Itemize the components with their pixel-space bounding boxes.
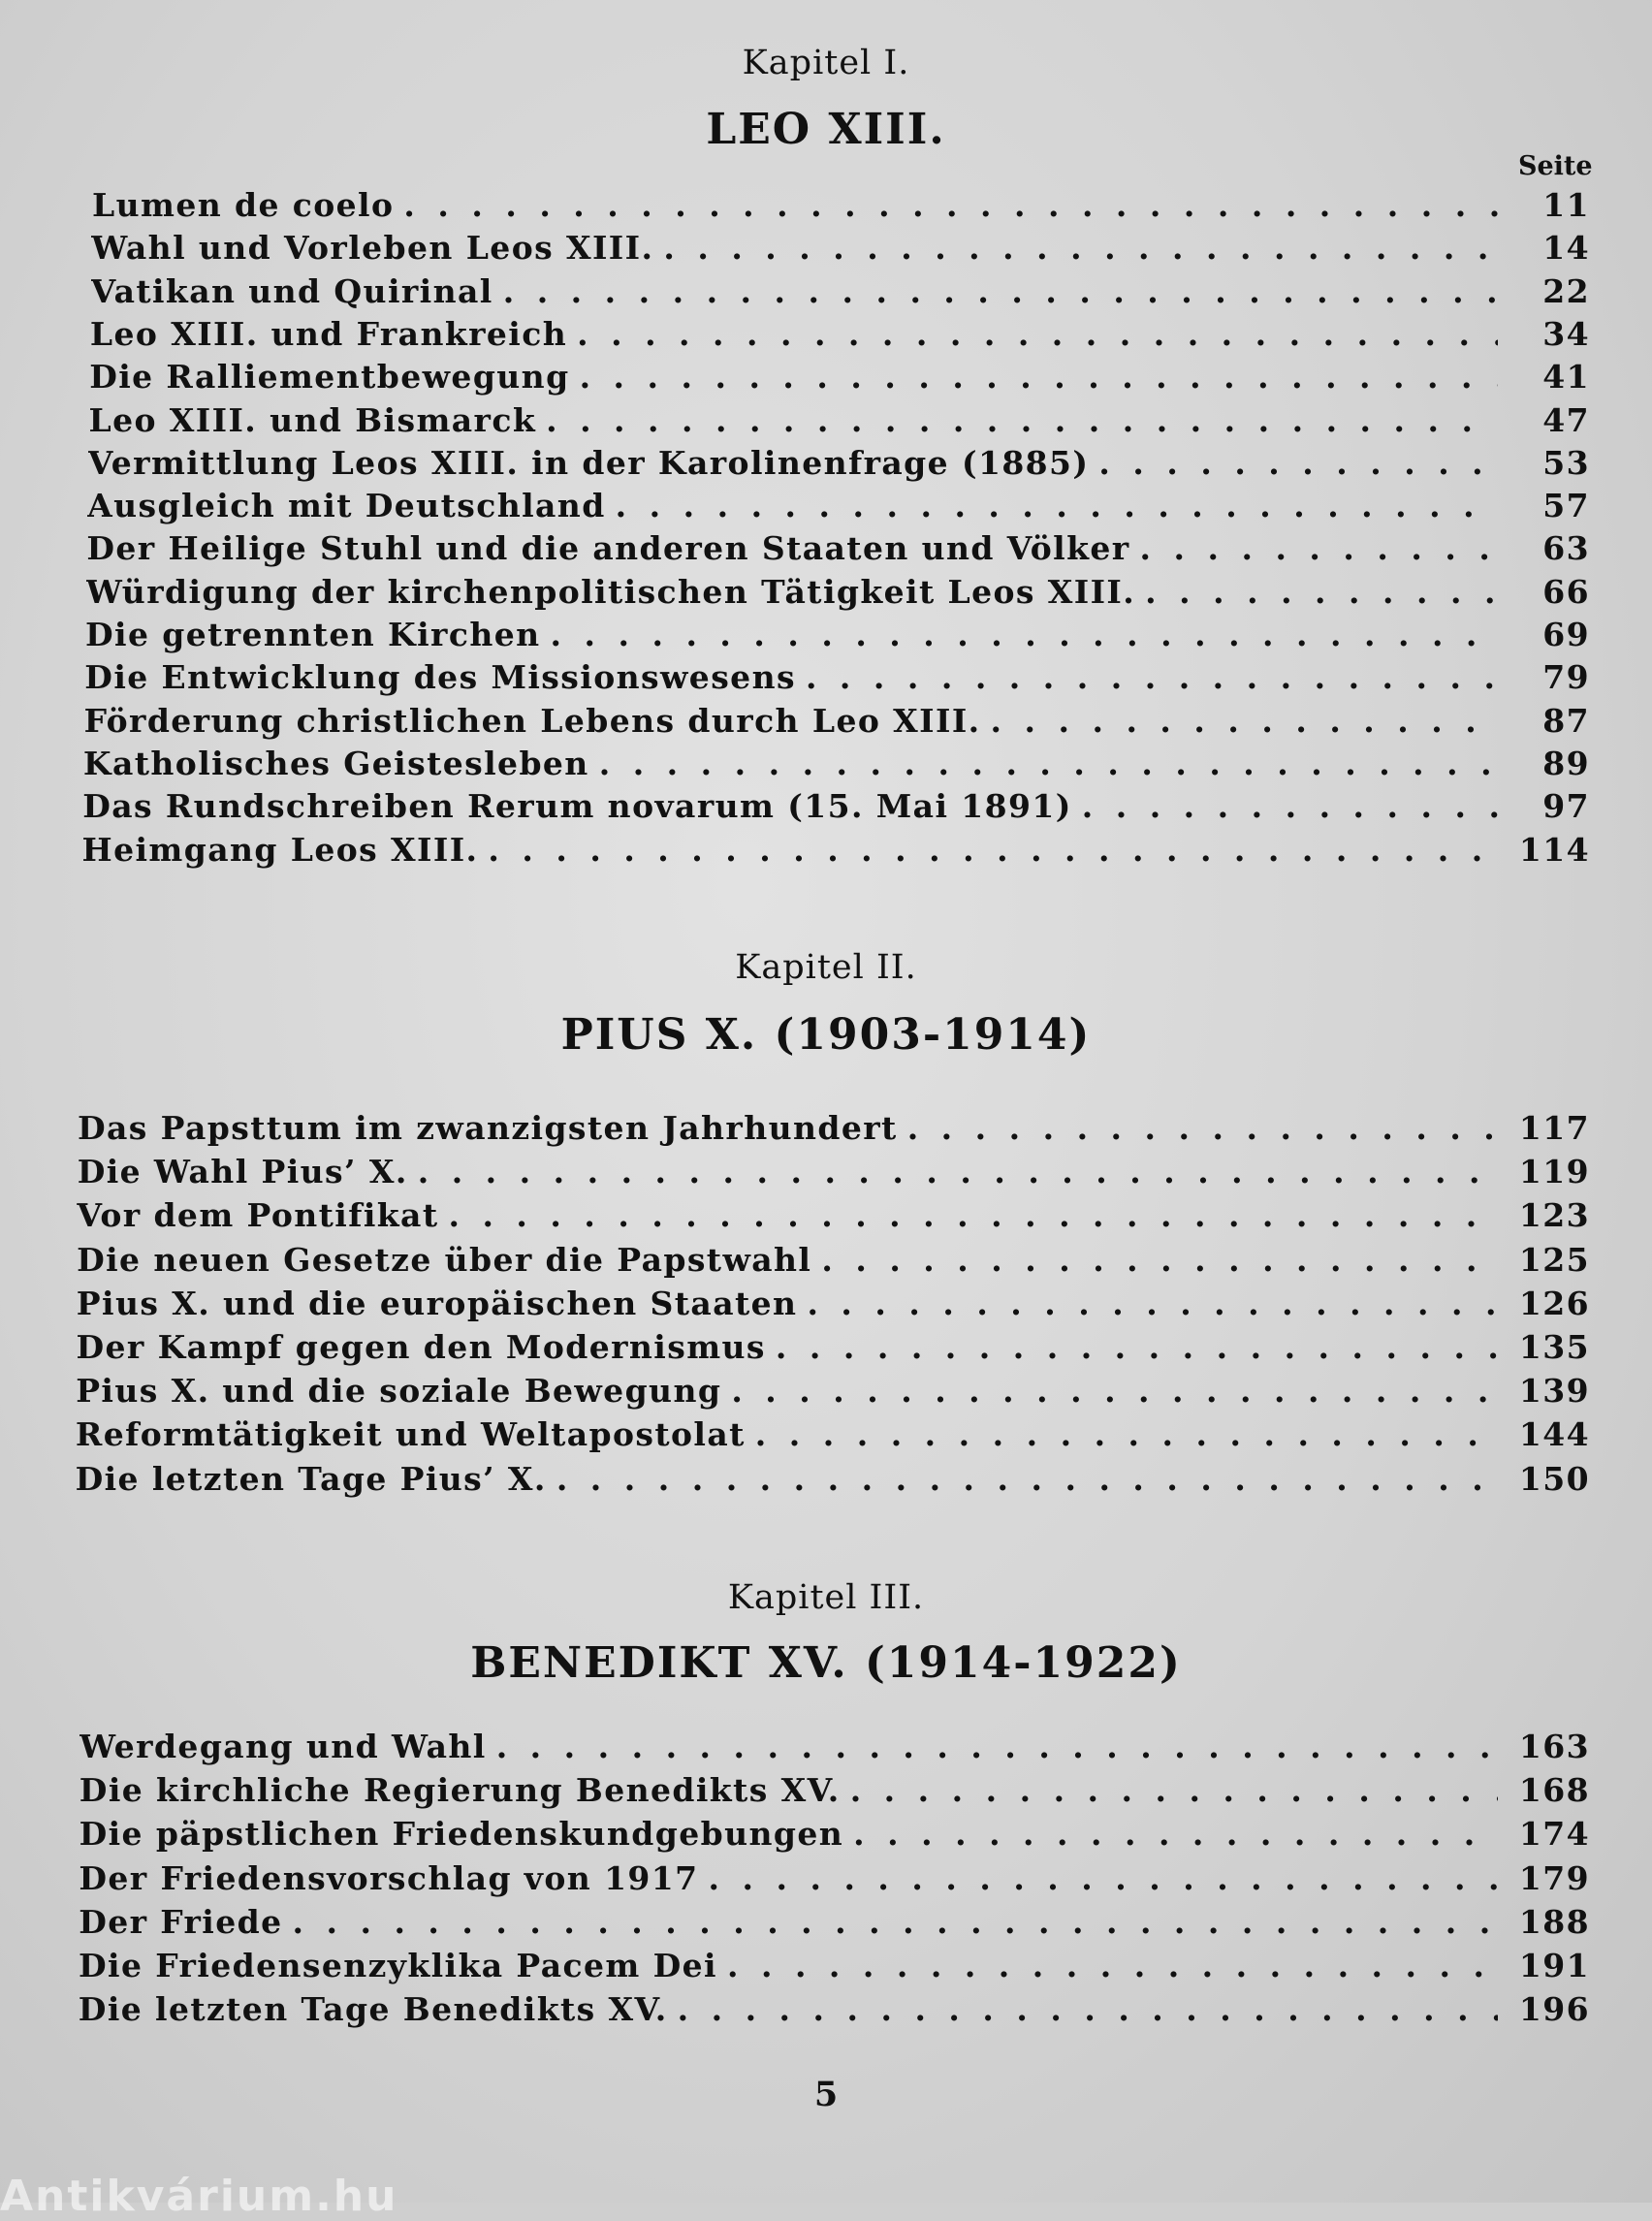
toc-entry [86,573,1590,616]
toc-entry [84,702,1590,745]
dot-leader [570,358,1498,396]
toc-entry-page: 188 [1518,1902,1590,1941]
toc-entry-title: Die Wahl Pius’ X. [77,1153,408,1191]
dot-leader [766,1328,1498,1366]
toc-entry [89,358,1590,400]
toc-entry [77,1328,1591,1371]
toc-entry-page: 57 [1542,487,1590,525]
toc-entry-page: 168 [1518,1771,1590,1810]
dot-leader [811,1241,1498,1279]
toc-entry [79,1728,1590,1770]
toc-entry [91,272,1590,315]
dot-leader [536,401,1498,439]
toc-entry [78,1109,1590,1152]
dot-leader [438,1196,1498,1234]
toc-entry-page: 47 [1542,400,1590,439]
toc-entry [82,787,1590,830]
dot-leader [699,1859,1498,1897]
toc-entry-title: Ausgleich mit Deutschland [87,487,606,525]
chapter-title: LEO XIII. [706,105,946,154]
toc-entry-title: Wahl und Vorleben Leos XIII. [91,229,654,268]
dot-leader [408,1153,1498,1190]
toc-entry-page: 63 [1542,529,1590,568]
dot-leader [1089,444,1498,482]
toc-entry-page: 144 [1518,1415,1590,1454]
dot-leader [394,186,1498,224]
toc-entry-title: Förderung christlichen Lebens durch Leo XIII. [83,701,981,740]
dot-leader [567,315,1498,353]
dot-leader [541,616,1498,653]
dot-leader [547,1460,1498,1498]
toc-entry-page: 174 [1518,1815,1590,1854]
toc-entry [79,1771,1590,1814]
toc-entry [77,1241,1590,1284]
toc-entry-title: Das Rundschreiben Rerum novarum (15. Mai 1891) [82,787,1072,826]
toc-entry-title: Pius X. und die soziale Bewegung [76,1372,722,1411]
dot-leader [1130,529,1498,567]
toc-entry [87,487,1590,529]
dot-leader [796,658,1498,696]
dot-leader [898,1109,1498,1147]
toc-entry-page: 11 [1542,186,1590,224]
toc-entry [76,1460,1590,1503]
toc-entry-title: Würdigung der kirchenpolitischen Tätigkeit Leos XIII. [85,572,1136,611]
toc-entry-title: Die letzten Tage Benedikts XV. [78,1990,668,2029]
toc-entry-title: Die neuen Gesetze über die Papstwahl [77,1240,812,1279]
toc-entry-page: 97 [1542,787,1590,826]
toc-entry-title: Die getrennten Kirchen [85,616,541,653]
toc-entry-page: 34 [1542,314,1590,353]
toc-entry [77,1196,1590,1239]
dot-leader [1072,787,1498,825]
toc-entry-page: 135 [1518,1328,1590,1366]
toc-entry-page: 139 [1518,1372,1590,1411]
toc-entry-title: Die Friedensenzyklika Pacem Dei [79,1947,717,1984]
toc-entry-page: 117 [1518,1109,1590,1147]
toc-entry-page: 14 [1542,229,1590,268]
toc-entry-page: 53 [1542,443,1590,482]
dot-leader [721,1372,1498,1410]
dot-leader [487,1728,1498,1765]
toc-entry [90,315,1590,358]
toc-entry-page: 150 [1518,1459,1590,1498]
dot-leader [606,487,1498,524]
toc-entry [86,529,1590,572]
dot-leader [717,1947,1498,1984]
dot-leader [668,1990,1498,2028]
toc-entry-page: 126 [1518,1284,1590,1322]
dot-leader [283,1903,1498,1941]
toc-entry-page: 119 [1518,1153,1590,1191]
toc-entry-page: 125 [1518,1240,1590,1279]
toc-entry [79,1903,1590,1946]
seite-label: Seite [1518,151,1593,181]
toc-entry [92,186,1590,229]
toc-entry-page: 79 [1542,658,1590,697]
toc-entry-title: Der Friedensvorschlag von 1917 [79,1858,699,1897]
toc-entry-title: Vatikan und Quirinal [90,271,493,310]
dot-leader [1135,573,1498,611]
toc-entry-page: 87 [1542,701,1590,740]
toc-entry-title: Heimgang Leos XIII. [81,830,479,869]
toc-entry [76,1372,1590,1414]
toc-entry [91,229,1590,271]
toc-entry-title: Leo XIII. und Frankreich [89,314,568,353]
toc-entry-page: 179 [1518,1858,1590,1897]
toc-entry-title: Die kirchliche Regierung Benedikts XV. [79,1771,841,1810]
toc-entry-title: Der Kampf gegen den Modernismus [76,1328,766,1366]
toc-entry-page: 22 [1542,271,1590,310]
toc-entry-page: 123 [1518,1196,1590,1235]
toc-entry [83,745,1590,787]
toc-entry-title: Vor dem Pontifikat [77,1196,439,1235]
toc-entry-page: 191 [1518,1947,1590,1984]
toc-entry [78,1153,1590,1195]
toc-entry [79,1859,1590,1902]
dot-leader [493,272,1498,310]
dot-leader [841,1771,1498,1809]
toc-entry-title: Die letzten Tage Pius’ X. [75,1459,547,1498]
dot-leader [478,831,1498,869]
toc-entry-title: Das Papsttum im zwanzigsten Jahrhundert [78,1109,898,1147]
dot-leader [653,229,1498,267]
dot-leader [843,1815,1498,1853]
toc-entry [84,658,1590,701]
kapitel-heading: Kapitel I. [742,44,910,82]
dot-leader [746,1415,1498,1453]
toc-entry-page: 41 [1542,358,1590,397]
toc-entry [88,444,1590,487]
toc-entry-page: 66 [1542,572,1590,611]
dot-leader [797,1285,1498,1322]
toc-entry [82,831,1591,873]
toc-entry-title: Vermittlung Leos XIII. in der Karolinenfrage (1885) [87,443,1090,482]
toc-entry-page: 196 [1518,1990,1590,2029]
toc-entry-page: 89 [1542,744,1590,782]
page-number: 5 [813,2075,839,2114]
chapter-title: BENEDIKT XV. (1914-1922) [470,1638,1182,1688]
toc-entry [77,1285,1590,1327]
toc-entry [79,1947,1590,1989]
toc-entry [79,1990,1590,2033]
toc-entry-page: 114 [1518,830,1590,869]
toc-entry-title: Reformtätigkeit und Weltapostolat [75,1415,746,1454]
chapter-title: PIUS X. (1903-1914) [560,1010,1092,1060]
toc-entry-title: Der Heilige Stuhl und die anderen Staaten und Völker [86,529,1130,568]
toc-entry-title: Werdegang und Wahl [79,1728,487,1765]
toc-entry [89,401,1591,444]
toc-entry-title: Die Ralliementbewegung [89,358,570,397]
toc-entry-title: Der Friede [79,1902,283,1941]
toc-entry [79,1815,1590,1857]
dot-leader [981,702,1498,740]
toc-entry-page: 163 [1518,1728,1590,1765]
toc-entry-title: Die Entwicklung des Missionswesens [84,658,796,697]
toc-entry-page: 69 [1542,616,1590,653]
dot-leader [589,745,1498,782]
kapitel-heading: Kapitel II. [735,948,917,987]
toc-entry [76,1415,1590,1458]
toc-entry-title: Katholisches Geistesleben [82,744,589,782]
toc-entry-title: Pius X. und die europäischen Staaten [76,1284,798,1322]
toc-entry-title: Leo XIII. und Bismarck [88,400,537,439]
kapitel-heading: Kapitel III. [727,1578,925,1617]
toc-entry-title: Lumen de coelo [92,186,395,224]
toc-entry [85,616,1590,658]
toc-entry-title: Die päpstlichen Friedenskundgebungen [79,1815,844,1854]
watermark-logo: Antikvárium.hu [0,2172,398,2221]
